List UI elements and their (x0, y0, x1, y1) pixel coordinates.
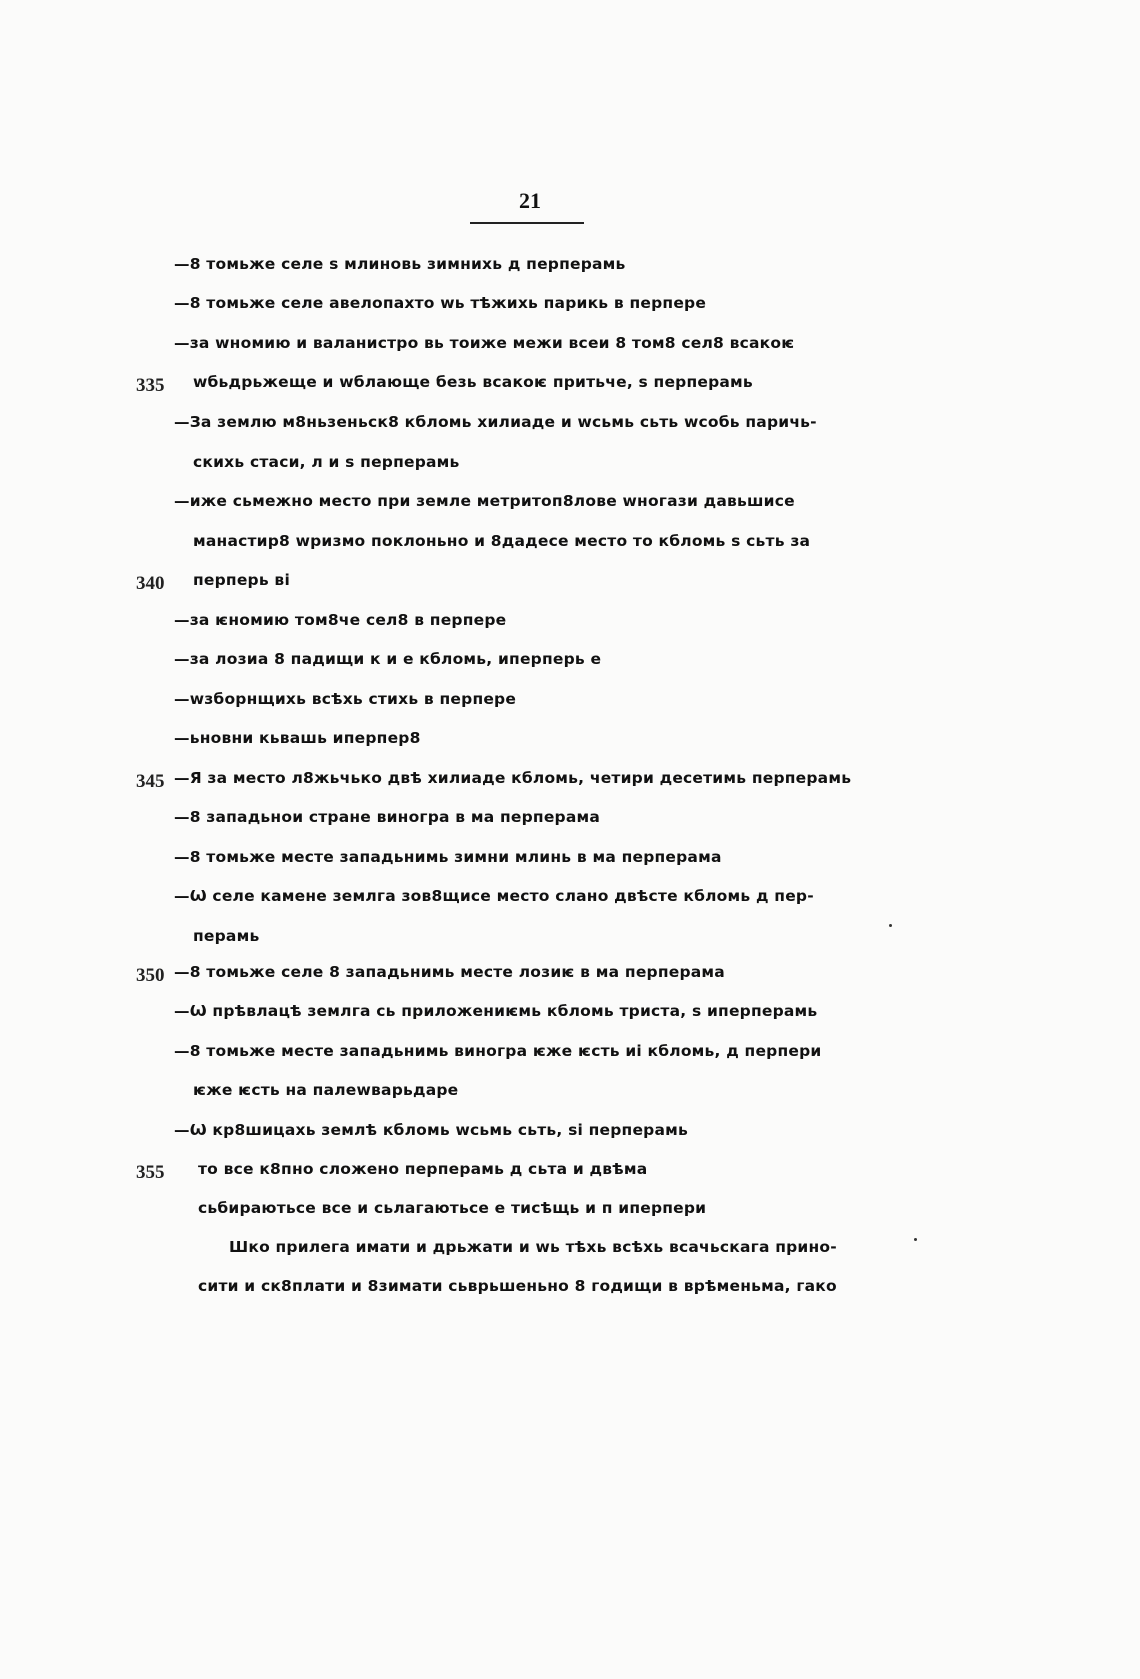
line-text: —wзборнщихь всѣхь стихь в перпере (174, 690, 517, 708)
text-line (0, 1081, 1140, 1109)
line-text: перперь ві (193, 571, 290, 589)
line-text: —за wномию и валанистро вь тоиже межи всеи 8 том8 сел8 всакоѥ (174, 334, 795, 352)
text-line (0, 373, 1140, 401)
line-text: скихь стаси, л и ѕ перперамь (193, 453, 460, 471)
line-number: 350 (136, 965, 165, 986)
line-number: 335 (136, 375, 165, 396)
text-line (0, 1238, 1140, 1266)
line-text: —за ѥномию том8че сел8 в перпере (174, 611, 507, 629)
line-text: сьбираютьсе все и сьлагаютьсе е тисѣщь и п иперпери (198, 1199, 707, 1217)
line-text: —За землю м8ньзеньск8 кбломь хилиаде и wсьмь сьть wсобь паричь- (174, 413, 817, 431)
stray-mark (889, 924, 892, 927)
text-line (0, 1277, 1140, 1305)
line-text: то все к8пно сложено перперамь д сьта и двѣма (198, 1160, 648, 1178)
text-line (0, 1199, 1140, 1227)
page-number-rule (470, 222, 584, 224)
text-line (0, 650, 1140, 678)
stray-mark (914, 1238, 917, 1241)
text-line (0, 690, 1140, 718)
text-line (0, 927, 1140, 955)
page-number: 21 (519, 188, 541, 213)
line-text: —Ѡ кр8шицахь землѣ кбломь wсьмь сьть, ѕі перперамь (174, 1121, 688, 1139)
line-text: —8 западьнои стране виногра в ма перперама (174, 808, 601, 826)
text-line (0, 1042, 1140, 1070)
text-line (0, 492, 1140, 520)
text-line (0, 453, 1140, 481)
line-text: —ьновни кьвашь иперпер8 (174, 729, 421, 747)
line-text: перамь (193, 927, 260, 945)
text-line (0, 294, 1140, 322)
line-text: —8 томьже селе авелопахто wь тѣжихь парикь в перпере (174, 294, 707, 312)
text-line (0, 1160, 1140, 1188)
text-line (0, 729, 1140, 757)
text-line (0, 532, 1140, 560)
line-text: сити и ск8плати и 8зимати сьврьшеньно 8 годищи в врѣменьма, гако (198, 1277, 837, 1295)
line-text: —за лозиа 8 падищи к и е кбломь, иперперь е (174, 650, 602, 668)
line-text: —8 томьже селе 8 западьнимь месте лозиѥ в ма перперама (174, 963, 725, 981)
line-text: —Я за место л8жьчько двѣ хилиаде кбломь, четири десетимь перперамь (174, 769, 852, 787)
text-line (0, 848, 1140, 876)
line-number: 340 (136, 573, 165, 594)
line-number: 355 (136, 1162, 165, 1183)
line-number: 345 (136, 771, 165, 792)
line-text: ѥже ѥсть на палеwварьдаре (193, 1081, 459, 1099)
line-text: —8 томьже месте западьнимь зимни млинь в ма перперама (174, 848, 722, 866)
line-text: wбьдрьжеще и wблающе безь всакоѥ притьче, ѕ перперамь (193, 373, 753, 391)
line-text: —Ѡ прѣвлацѣ землга сь приложениѥмь кбломь триста, ѕ иперперамь (174, 1002, 818, 1020)
text-line (0, 1002, 1140, 1030)
line-text: —8 томьже месте западьнимь виногра ѥже ѥсть иі кбломь, д перпери (174, 1042, 822, 1060)
text-line (0, 571, 1140, 599)
line-text: Шко прилега имати и дрьжати и wь тѣхь всѣхь всачьскага прино- (229, 1238, 837, 1256)
text-line (0, 769, 1140, 797)
text-line (0, 255, 1140, 283)
text-line (0, 334, 1140, 362)
line-text: манастир8 wризмо поклоньно и 8дадесе место то кбломь ѕ сьть за (193, 532, 811, 550)
text-line (0, 1121, 1140, 1149)
line-text: —8 томьже селе ѕ млиновь зимнихь д перперамь (174, 255, 626, 273)
text-line (0, 887, 1140, 915)
text-line (0, 963, 1140, 991)
line-text: —иже сьмежно место при земле метритоп8лове wногази давьшисе (174, 492, 795, 510)
text-line (0, 808, 1140, 836)
text-line (0, 611, 1140, 639)
line-text: —Ѡ селе камене землга зов8щисе место слано двѣсте кбломь д пер- (174, 887, 814, 905)
text-line (0, 413, 1140, 441)
